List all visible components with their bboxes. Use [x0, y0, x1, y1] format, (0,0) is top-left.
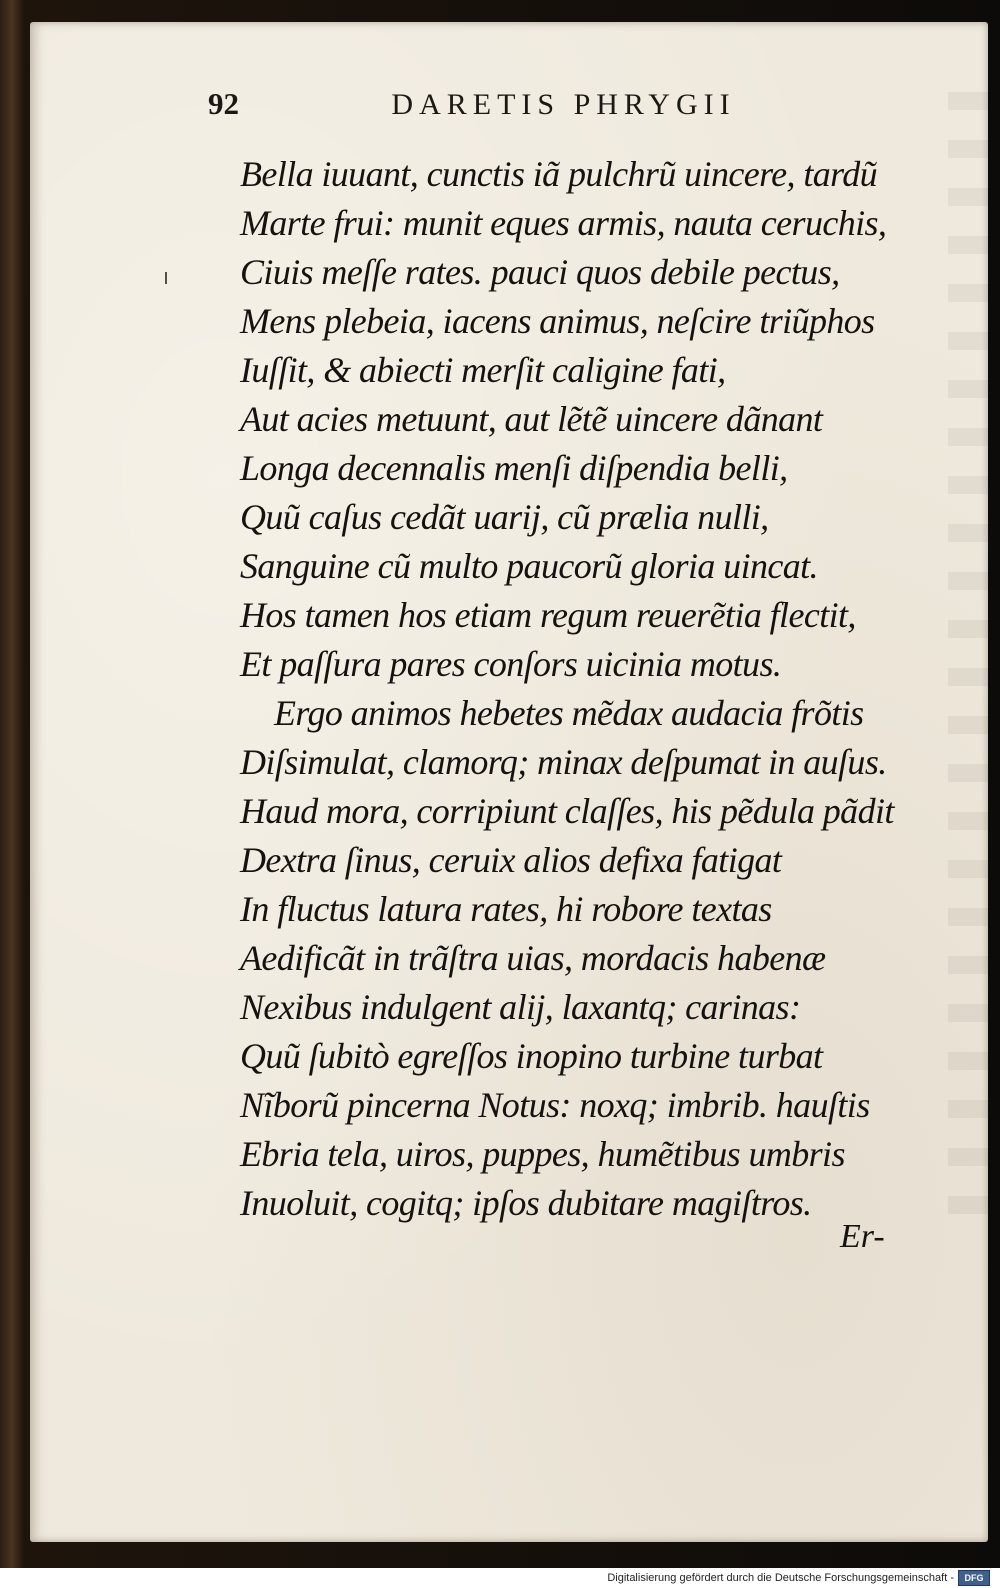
verse-line: Nexibus indulgent alij, laxantq; carinas: — [240, 987, 801, 1027]
verse-line: Haud mora, corripiunt claſſes, his pẽdula pãdit — [240, 791, 894, 831]
verse-line: Et paſſura pares conſors uicinia motus. — [240, 644, 782, 684]
verse-line: Ergo animos hebetes mẽdax audacia frõtis — [274, 693, 864, 733]
margin-mark — [165, 272, 167, 284]
verse-line: Ciuis meſſe rates. pauci quos debile pectus, — [240, 252, 840, 292]
verse-line: In fluctus latura rates, hi robore textas — [240, 889, 772, 929]
catchword: Er- — [840, 1218, 885, 1255]
show-through-bleed — [948, 92, 988, 1242]
footer-bar — [0, 1568, 1000, 1588]
verse-line: Ebria tela, uiros, puppes, humẽtibus umbris — [240, 1134, 845, 1174]
running-head — [208, 86, 888, 136]
verse-line: Longa decennalis menſi diſpendia belli, — [240, 448, 788, 488]
verse-line: Aut acies metuunt, aut lẽtẽ uincere dãnant — [240, 399, 823, 439]
footer-credit: Digitalisierung gefördert durch die Deutsche Forschungsgemeinschaft - — [607, 1572, 954, 1584]
running-title: DARETIS PHRYGII — [391, 88, 736, 121]
verse-line: Mens plebeia, iacens animus, neſcire triũphos — [240, 301, 875, 341]
verse-line: Bella iuuant, cunctis iã pulchrũ uincere, tardũ — [240, 154, 878, 194]
verse-line: Marte frui: munit eques armis, nauta ceruchis, — [240, 203, 887, 243]
verse-line: Hos tamen hos etiam regum reuerẽtia flectit, — [240, 595, 856, 635]
verse-line: Nĩborũ pincerna Notus: noxq; imbrib. hauſtis — [240, 1085, 870, 1125]
verse-line: Diſsimulat, clamorq; minax deſpumat in auſus. — [240, 742, 887, 782]
verse-line: Aedificãt in trãſtra uias, mordacis habenæ — [240, 938, 826, 978]
verse-block — [240, 150, 940, 1228]
dfg-logo-icon: DFG — [958, 1570, 990, 1586]
verse-line: Iuſſit, & abiecti merſit caligine fati, — [240, 350, 726, 390]
verse-line: Sanguine cũ multo paucorũ gloria uincat. — [240, 546, 818, 586]
page-number: 92 — [208, 86, 239, 121]
verse-line: Quũ ſubitò egreſſos inopino turbine turbat — [240, 1036, 823, 1076]
verse-line: Quũ caſus cedãt uarij, cũ prælia nulli, — [240, 497, 769, 537]
verse-line: Dextra ſinus, ceruix alios defixa fatigat — [240, 840, 782, 880]
verse-line: Inuoluit, cogitq; ipſos dubitare magiſtros. — [240, 1183, 812, 1223]
